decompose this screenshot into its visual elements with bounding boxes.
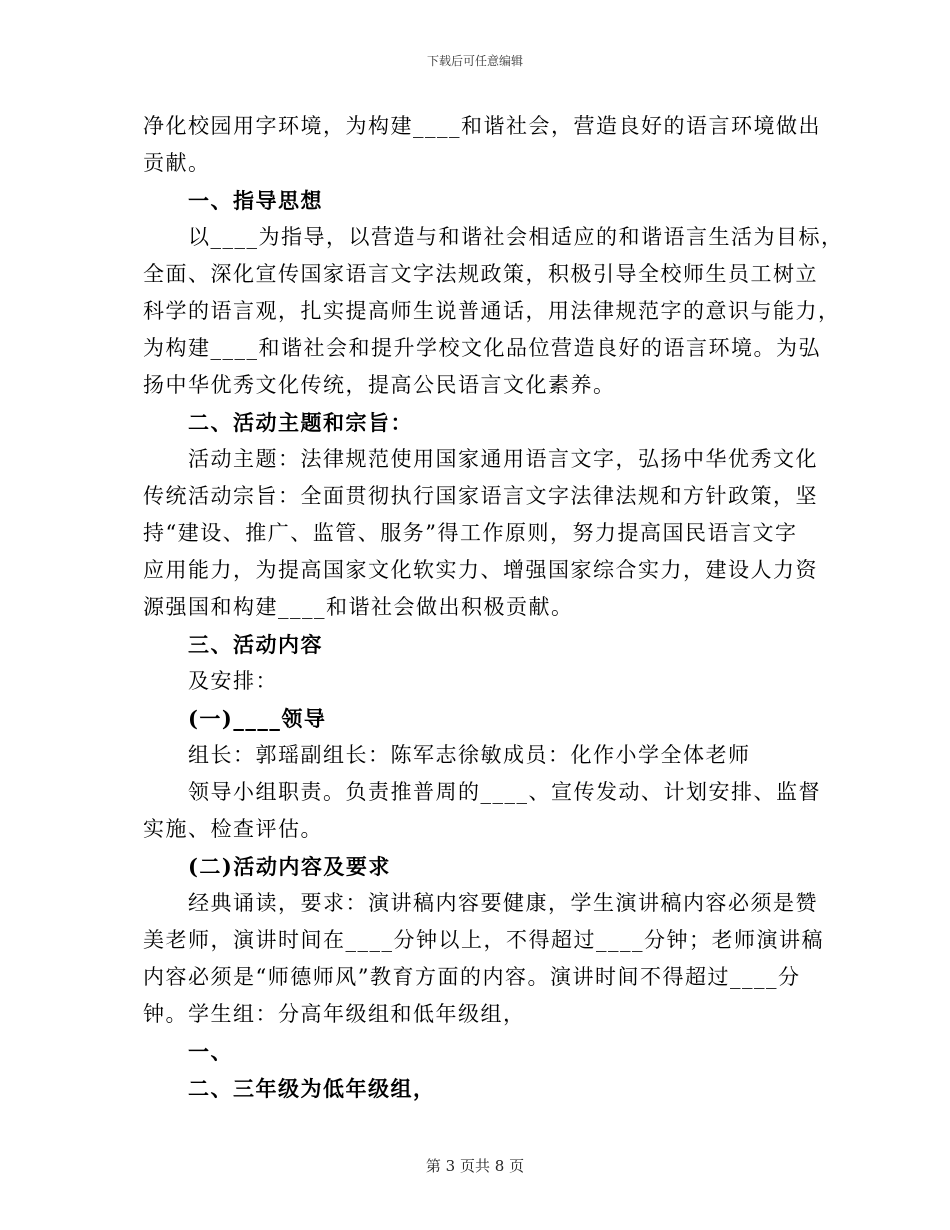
text-line: 净化校园用字环境，为构建____和谐社会，营造良好的语言环境做出 — [143, 114, 821, 138]
section-heading: 二、三年级为低年级组， — [188, 1076, 436, 1101]
text-line: 全面、深化宣传国家语言文字法规政策，积极引导全校师生员工树立 — [143, 262, 818, 286]
text-line: 组长：郭瑶副组长：陈军志徐敏成员：化作小学全体老师 — [188, 743, 751, 767]
text-line: 美老师，演讲时间在____分钟以上，不得超过____分钟；老师演讲稿 — [143, 928, 824, 952]
text-line: 钟。学生组：分高年级组和低年级组， — [143, 1002, 526, 1026]
section-heading: 一、 — [188, 1039, 233, 1064]
page-footer: 第 3 页共 8 页 — [425, 1157, 525, 1175]
text-line: 及安排： — [188, 669, 278, 693]
text-line: 以____为指导，以营造与和谐社会相适应的和谐语言生活为目标， — [188, 225, 844, 249]
document-body — [143, 108, 844, 1107]
text-line: 经典诵读，要求：演讲稿内容要健康，学生演讲稿内容必须是赞 — [188, 891, 818, 915]
section-heading: 三、活动内容 — [188, 632, 323, 657]
text-line: 贡献。 — [143, 151, 211, 175]
text-line: 源强国和构建____和谐社会做出积极贡献。 — [143, 595, 574, 619]
section-heading: 一、指导思想 — [188, 188, 323, 213]
text-line: 科学的语言观，扎实提高师生说普通话，用法律规范字的意识与能力， — [143, 299, 841, 323]
text-line: 传统活动宗旨：全面贯彻执行国家语言文字法律法规和方针政策，坚 — [143, 484, 818, 508]
text-line: 应用能力，为提高国家文化软实力、增强国家综合实力，建设人力资 — [143, 558, 818, 582]
section-heading: 二、活动主题和宗旨： — [188, 410, 413, 435]
section-heading: (一)____领导 — [188, 706, 327, 731]
text-line: 为构建____和谐社会和提升学校文化品位营造良好的语言环境。为弘 — [143, 336, 821, 360]
section-heading: (二)活动内容及要求 — [188, 854, 391, 879]
text-line: 扬中华优秀文化传统，提高公民语言文化素养。 — [143, 373, 616, 397]
text-line: 领导小组职责。负责推普周的____、宣传发动、计划安排、监督 — [188, 780, 821, 804]
text-line: 内容必须是“师德师风”教育方面的内容。演讲时间不得超过____分 — [143, 965, 801, 989]
text-line: 活动主题：法律规范使用国家通用语言文字，弘扬中华优秀文化 — [188, 447, 818, 471]
text-line: 实施、检查评估。 — [143, 817, 323, 841]
page-header: 下载后可任意编辑 — [426, 54, 523, 68]
text-line: 持“建设、推广、监管、服务”得工作原则，努力提高国民语言文字 — [143, 521, 798, 545]
